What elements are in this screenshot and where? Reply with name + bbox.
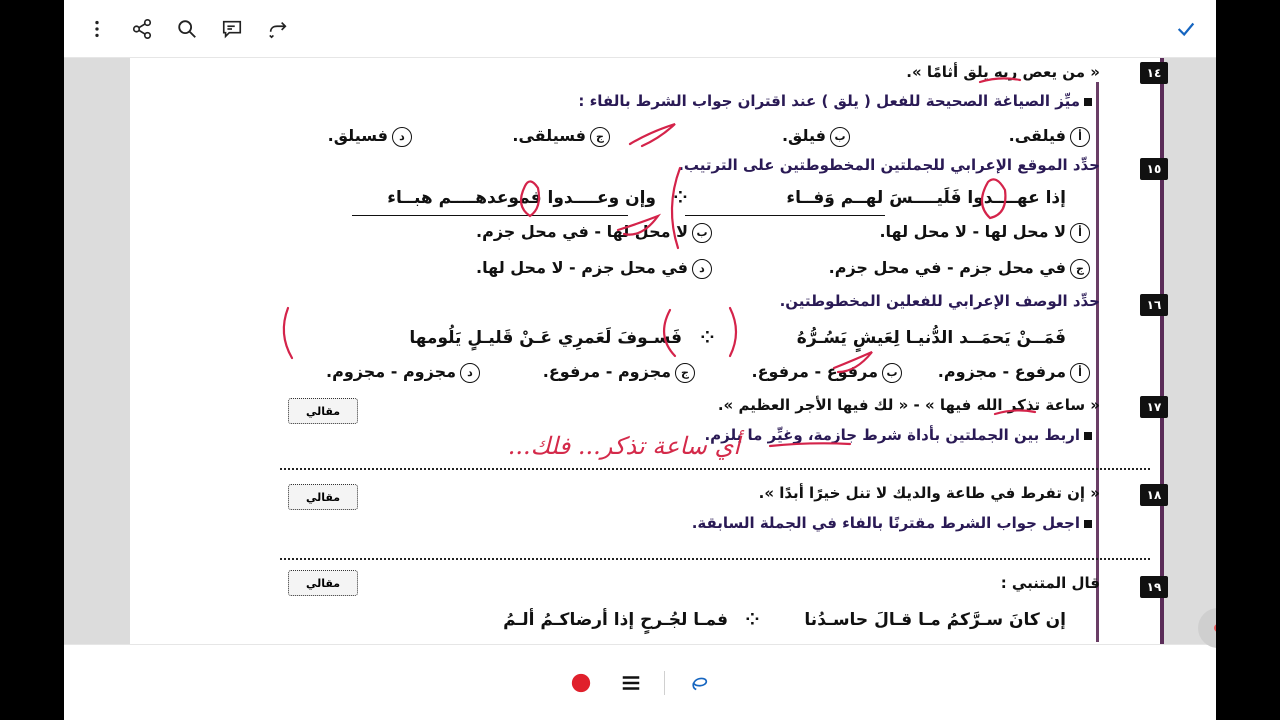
option-text: مجزوم - مرفوع. bbox=[542, 362, 671, 381]
verse-separator: ⁘ bbox=[745, 610, 760, 630]
redo-icon[interactable] bbox=[262, 13, 294, 45]
option-text: فسيلقى. bbox=[512, 126, 586, 145]
option-letter: ج bbox=[590, 127, 610, 147]
option-d[interactable] bbox=[476, 258, 712, 279]
verse-separator: ⁘ bbox=[700, 328, 715, 348]
pdf-annotator-app bbox=[64, 0, 1216, 720]
option-letter: ب bbox=[830, 127, 850, 147]
more-vert-icon[interactable] bbox=[81, 13, 113, 45]
answer-line bbox=[280, 558, 1150, 560]
answer-line bbox=[280, 468, 1150, 470]
verse-first-hemistich: إن كانَ سـرَّكمُ مـا قـالَ حاسـدُنا bbox=[804, 610, 1066, 630]
question-number: ١٤ bbox=[1140, 62, 1168, 84]
question-number: ١٩ bbox=[1140, 576, 1168, 598]
option-c[interactable] bbox=[512, 126, 610, 147]
bottom-toolbar bbox=[64, 644, 1216, 720]
margin-bar bbox=[1160, 58, 1164, 644]
option-text: لا محل لها - لا محل لها. bbox=[879, 222, 1066, 241]
option-text: مرفوع - مرفوع. bbox=[751, 362, 878, 381]
option-a[interactable] bbox=[1009, 126, 1090, 147]
essay-label bbox=[288, 484, 358, 510]
instruction-text: ميِّز الصياغة الصحيحة للفعل ( يلق ) عند اقتران جواب الشرط بالفاء : bbox=[578, 92, 1080, 110]
option-text: فيلقى. bbox=[1008, 126, 1066, 145]
question-instruction bbox=[704, 426, 1092, 444]
question-text: « من يعص ربه يلق أثامًا ». bbox=[906, 63, 1100, 81]
bullet-icon bbox=[1084, 432, 1092, 440]
option-b[interactable] bbox=[782, 126, 850, 147]
option-letter: د bbox=[392, 127, 412, 147]
comment-icon[interactable] bbox=[216, 13, 248, 45]
option-b[interactable] bbox=[476, 222, 712, 243]
essay-label bbox=[288, 398, 358, 424]
document-page bbox=[130, 58, 1160, 644]
question-instruction: حدِّد الموقع الإعرابي للجملتين المخطوطتين على الترتيب. bbox=[678, 156, 1100, 174]
option-letter: ج bbox=[1070, 259, 1090, 279]
bullet-icon bbox=[1084, 98, 1092, 106]
question-instruction bbox=[692, 514, 1092, 532]
underline-mark bbox=[352, 215, 628, 216]
question-number: ١٥ bbox=[1140, 158, 1168, 180]
essay-label bbox=[288, 570, 358, 596]
ink-checkmark bbox=[630, 124, 675, 146]
option-letter: د bbox=[692, 259, 712, 279]
option-letter: د bbox=[460, 363, 480, 383]
recording-dot-icon bbox=[1214, 624, 1216, 632]
toolbar-divider bbox=[664, 671, 665, 695]
ink-bracket bbox=[284, 308, 292, 358]
question-number: ١٨ bbox=[1140, 484, 1168, 506]
question-text: قال المتنبي : bbox=[1000, 574, 1100, 592]
verse-second-hemistich: فَسـوفَ لَعَمرِي عَـنْ قَليـلٍ يَلُومها bbox=[409, 328, 682, 348]
option-text: في محل جزم - لا محل لها. bbox=[476, 258, 688, 277]
option-d[interactable] bbox=[326, 362, 480, 383]
verse-first-hemistich: إذا عهــــدوا فَلَيــــسَ لهــم وَفــاء bbox=[786, 188, 1066, 208]
option-letter: أ bbox=[1070, 223, 1090, 243]
question-instruction bbox=[578, 92, 1092, 110]
option-c[interactable] bbox=[543, 362, 695, 383]
question-number: ١٦ bbox=[1140, 294, 1168, 316]
essay-label-text: مقالي bbox=[305, 404, 341, 418]
question-text: « إن تفرط في طاعة والديك لا تنل خيرًا أبدًا ». bbox=[758, 484, 1100, 502]
option-text: فسيلق. bbox=[327, 126, 388, 145]
verse-separator: ⁘ bbox=[673, 188, 688, 208]
option-letter: أ bbox=[1070, 127, 1090, 147]
menu-icon[interactable] bbox=[617, 669, 645, 697]
verse-second-hemistich: فمـا لجُـرحٍ إذا أرضاكـمُ ألـمُ bbox=[503, 610, 728, 630]
search-icon[interactable] bbox=[171, 13, 203, 45]
ink-bracket bbox=[730, 308, 736, 356]
handwritten-answer: أي ساعة تذكر... فلك... bbox=[507, 432, 740, 460]
question-number: ١٧ bbox=[1140, 396, 1168, 418]
option-c[interactable] bbox=[829, 258, 1090, 279]
question-text: « ساعة تذكر الله فيها » - « لك فيها الأجر العظيم ». bbox=[717, 396, 1100, 414]
top-toolbar bbox=[64, 0, 1216, 58]
option-d[interactable] bbox=[328, 126, 412, 147]
verse-first-hemistich: فَمَــنْ يَحمَــد الدُّنيـا لِعَيشٍ يَسُـرُّهُ bbox=[796, 328, 1066, 348]
option-text: فيلق. bbox=[781, 126, 826, 145]
lasso-icon[interactable] bbox=[685, 669, 713, 697]
option-text: في محل جزم - في محل جزم. bbox=[828, 258, 1066, 277]
option-b[interactable] bbox=[752, 362, 902, 383]
share-icon[interactable] bbox=[126, 13, 158, 45]
instruction-text: اربط بين الجملتين بأداة شرط جازمة، وغيِّر ما يلزم. bbox=[704, 426, 1080, 444]
option-letter: أ bbox=[1070, 363, 1090, 383]
document-viewport[interactable] bbox=[64, 58, 1216, 644]
record-icon[interactable] bbox=[567, 669, 595, 697]
option-letter: ج bbox=[675, 363, 695, 383]
option-a[interactable] bbox=[879, 222, 1090, 243]
option-a[interactable] bbox=[938, 362, 1090, 383]
ink-annotations bbox=[130, 58, 1160, 644]
verse-second-hemistich: وإن وعــــدوا فموعدهــــم هبــاء bbox=[387, 188, 656, 208]
question-instruction: حدِّد الوصف الإعرابي للفعلين المخطوطتين. bbox=[779, 292, 1100, 310]
essay-label-text: مقالي bbox=[305, 490, 341, 504]
option-text: مرفوع - مجزوم. bbox=[937, 362, 1066, 381]
check-icon[interactable] bbox=[1170, 13, 1202, 45]
bullet-icon bbox=[1084, 520, 1092, 528]
instruction-text: اجعل جواب الشرط مقترنًا بالفاء في الجملة السابقة. bbox=[691, 514, 1080, 532]
option-letter: ب bbox=[882, 363, 902, 383]
option-text: مجزوم - مجزوم. bbox=[326, 362, 456, 381]
option-letter: ب bbox=[692, 223, 712, 243]
underline-mark bbox=[685, 215, 885, 216]
option-text: لا محل لها - في محل جزم. bbox=[476, 222, 688, 241]
essay-label-text: مقالي bbox=[305, 576, 341, 590]
